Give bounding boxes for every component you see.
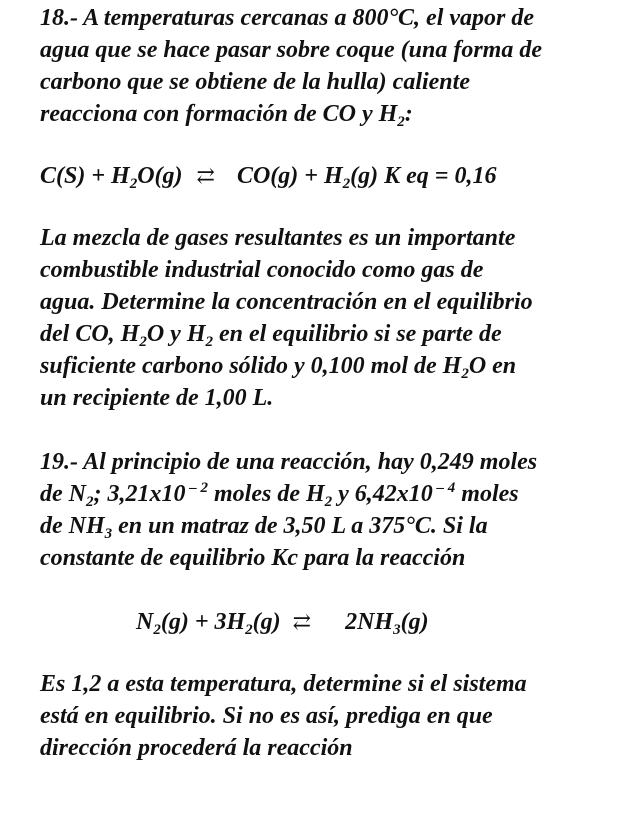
text: :	[404, 101, 413, 127]
subscript: 2	[245, 622, 253, 638]
text: un recipiente de 1,00 L.	[40, 385, 274, 411]
text: 19.- Al principio de una reacción, hay 0,249 moles	[40, 449, 538, 475]
problem-19-line-1	[40, 446, 537, 478]
text: en el equilibrio si se parte de	[212, 321, 502, 347]
problem-18-body-line-5	[40, 350, 516, 382]
text: CO(g) + H	[236, 163, 343, 189]
text: N	[136, 609, 154, 635]
subscript: 2	[129, 176, 138, 192]
text: O en	[468, 353, 517, 379]
text: ; 3,21x10	[93, 481, 186, 507]
problem-19-line-3	[40, 510, 488, 542]
text: dirección procederá la reacción	[40, 735, 353, 761]
text: constante de equilibrio Kc para la reacción	[40, 545, 466, 571]
equilibrium-arrow-icon: ⇄	[292, 609, 312, 634]
subscript: 2	[153, 622, 161, 638]
problem-19-line-2	[40, 478, 519, 510]
text: combustible industrial conocido como gas de	[40, 257, 484, 283]
text: 18.- A temperaturas cercanas a 800°C, el vapor de	[40, 5, 535, 31]
problem-19-body-line-3	[40, 732, 353, 764]
text: en un matraz de 3,50 L a 375°C. Si la	[112, 513, 488, 539]
text: de N	[40, 481, 86, 507]
text: agua que se hace pasar sobre coque (una forma de	[40, 37, 542, 63]
text: está en equilibrio. Si no es así, prediga en que	[40, 703, 493, 729]
text: del CO, H	[40, 321, 140, 347]
text: moles	[455, 481, 519, 507]
problem-19-body-line-2	[40, 700, 493, 732]
subscript: 2	[324, 494, 333, 510]
problem-19-body-line-1	[40, 668, 527, 700]
text: (g) + 3H	[160, 609, 246, 635]
subscript: 2	[342, 176, 351, 192]
text: y 6,42x10	[332, 481, 433, 507]
problem-18-body-line-1	[40, 222, 515, 254]
problem-18-line-2	[40, 34, 542, 66]
text: 2NH	[345, 609, 394, 635]
subscript: 3	[104, 526, 113, 542]
text: (g) K eq = 0,16	[350, 163, 497, 189]
text: moles de H	[207, 481, 325, 507]
text: (g)	[400, 609, 429, 635]
subscript: 2	[461, 366, 469, 382]
text: O(g)	[137, 163, 183, 189]
problem-18-body-line-2	[40, 254, 483, 286]
superscript: – 4	[432, 480, 456, 496]
problem-19-line-4	[40, 542, 465, 574]
problem-18-line-1	[40, 2, 534, 34]
subscript: 3	[393, 622, 401, 638]
text: C(S) + H	[40, 163, 130, 189]
subscript: 2	[205, 334, 213, 350]
text: O y H	[146, 321, 206, 347]
equilibrium-arrow-icon: ⇄	[196, 163, 215, 188]
text: agua. Determine la concentración en el equilibrio	[40, 289, 533, 315]
subscript: 2	[85, 494, 94, 510]
text: La mezcla de gases resultantes es un importante	[40, 225, 516, 251]
problem-18-body-line-4	[40, 318, 502, 350]
superscript: – 2	[185, 480, 208, 496]
subscript: 2	[397, 114, 405, 130]
text: reacciona con formación de CO y H	[40, 101, 398, 127]
problem-18-line-4	[40, 98, 413, 130]
subscript: 2	[139, 334, 147, 350]
text: carbono que se obtiene de la hulla) caliente	[40, 69, 470, 95]
text: (g)	[252, 609, 281, 635]
equation-18	[40, 160, 496, 192]
problem-18-body-line-3	[40, 286, 533, 318]
equation-19	[136, 606, 429, 638]
problem-18-line-3	[40, 66, 470, 98]
text: de NH	[40, 513, 105, 539]
text: suficiente carbono sólido y 0,100 mol de H	[40, 353, 462, 379]
text: Es 1,2 a esta temperatura, determine si el sistema	[40, 671, 527, 697]
problem-18-body-line-6	[40, 382, 273, 414]
